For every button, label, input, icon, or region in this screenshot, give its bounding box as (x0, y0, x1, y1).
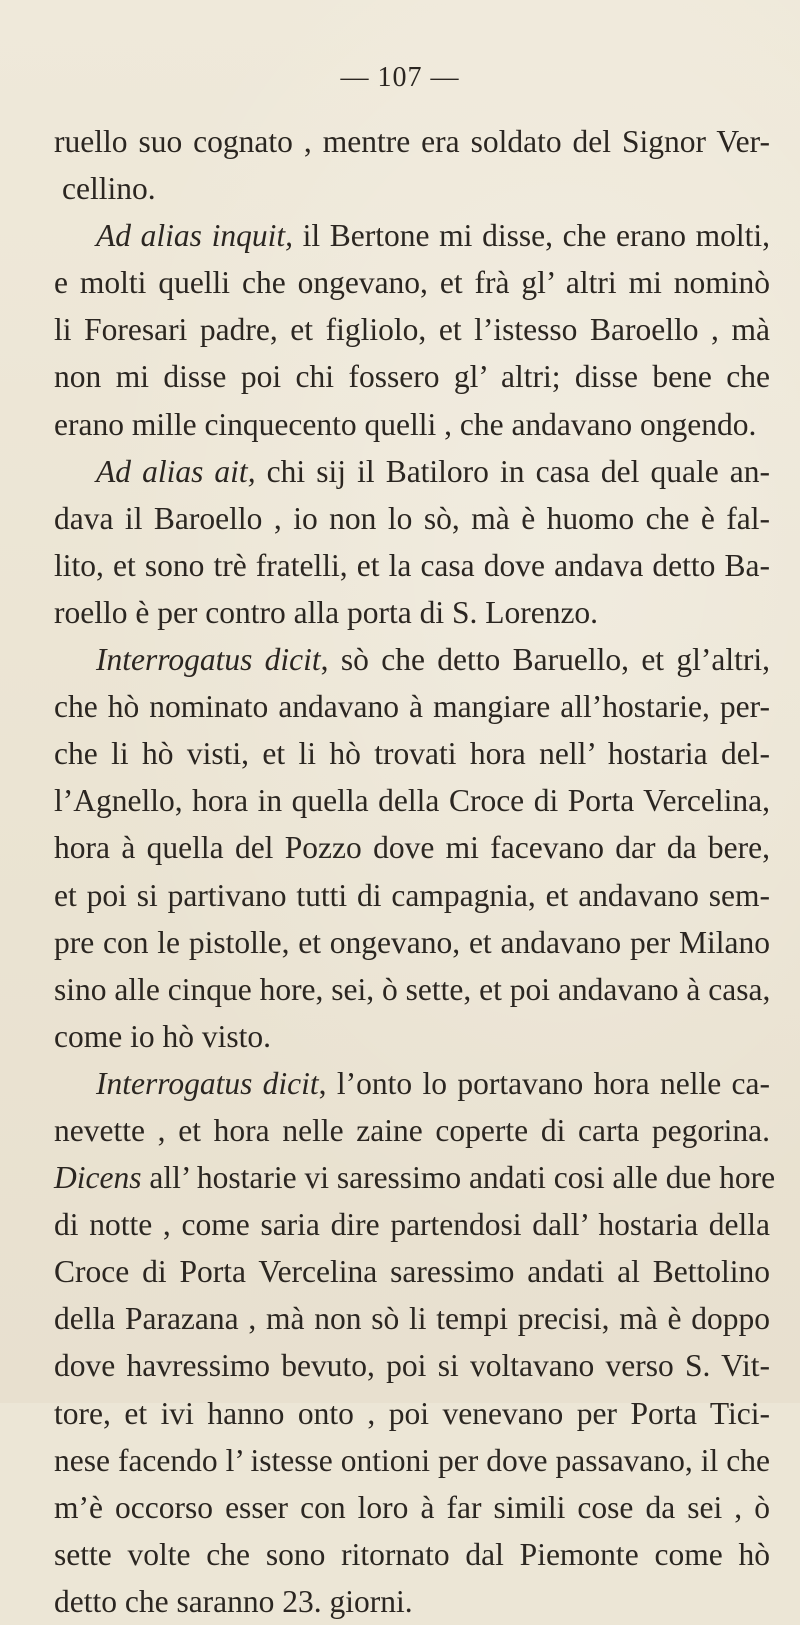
paragraph (54, 448, 770, 636)
text-line: come io hò visto. (54, 1018, 271, 1054)
text-line: Croce di Porta Vercelina saressimo andati al Bettolino (54, 1254, 770, 1290)
text-line: l’Agnello, hora in quella della Croce di Porta Vercelina, (54, 783, 770, 819)
text-line: Ad alias inquit, il Bertone mi disse, che erano molti, (96, 218, 770, 254)
text-line: pre con le pistolle, et ongevano, et andavano per Milano (54, 924, 770, 960)
text-line: della Parazana , mà non sò li tempi precisi, mà è doppo (54, 1301, 770, 1337)
text-line: Interrogatus dicit, sò che detto Baruello, et gl’altri, (96, 642, 770, 678)
text-line: non mi disse poi chi fossero gl’ altri; disse bene che (54, 359, 770, 395)
text-line: e molti quelli che ongevano, et frà gl’ altri mi nominò (54, 265, 770, 301)
text-line: erano mille cinquecento quelli , che andavano ongendo. (54, 406, 757, 442)
paragraph (54, 118, 770, 212)
text-line: Interrogatus dicit, l’onto lo portavano hora nelle ca- (96, 1065, 770, 1101)
body-text (54, 118, 776, 1625)
text-line: dava il Baroello , io non lo sò, mà è huomo che è fal- (54, 500, 770, 536)
text-line: sino alle cinque hore, sei, ò sette, et poi andavano à casa, (54, 971, 771, 1007)
text-line: sette volte che sono ritornato dal Piemonte come hò (54, 1536, 770, 1572)
text-line: nese facendo l’ istesse ontioni per dove passavano, il che (54, 1442, 770, 1478)
text-line: Ad alias ait, chi sij il Batiloro in casa del quale an- (96, 453, 771, 489)
text-line: detto che saranno 23. giorni. (54, 1583, 413, 1619)
text-line: li Foresari padre, et figliolo, et l’istesso Baroello , mà (54, 312, 770, 348)
text-line: cellino. (62, 171, 156, 207)
paragraph (54, 1060, 776, 1625)
text-line: Dicens all’ hostarie vi saressimo andati cosi alle due hore (54, 1160, 776, 1196)
text-line: dove havressimo bevuto, poi si voltavano verso S. Vit- (54, 1348, 770, 1384)
paragraph (54, 636, 770, 1060)
text-line: roello è per contro alla porta di S. Lorenzo. (54, 594, 599, 630)
text-line: nevette , et hora nelle zaine coperte di carta pegorina. (54, 1112, 770, 1148)
text-line: tore, et ivi hanno onto , poi venevano per Porta Tici- (54, 1395, 770, 1431)
text-line: et poi si partivano tutti di campagnia, et andavano sem- (54, 877, 770, 913)
text-line: che li hò visti, et li hò trovati hora nell’ hostaria del- (54, 736, 770, 772)
page-number: — 107 — (340, 62, 460, 93)
text-line: hora à quella del Pozzo dove mi facevano dar da bere, (54, 830, 770, 866)
paragraph (54, 212, 770, 447)
text-line: ruello suo cognato , mentre era soldato del Signor Ver- (54, 124, 770, 159)
text-line: m’è occorso esser con loro à far simili cose da sei , ò (54, 1489, 770, 1525)
text-line: di notte , come saria dire partendosi dall’ hostaria della (54, 1207, 770, 1243)
text-line: che hò nominato andavano à mangiare all’hostarie, per- (54, 689, 770, 725)
text-line: lito, et sono trè fratelli, et la casa dove andava detto Ba- (54, 547, 770, 583)
